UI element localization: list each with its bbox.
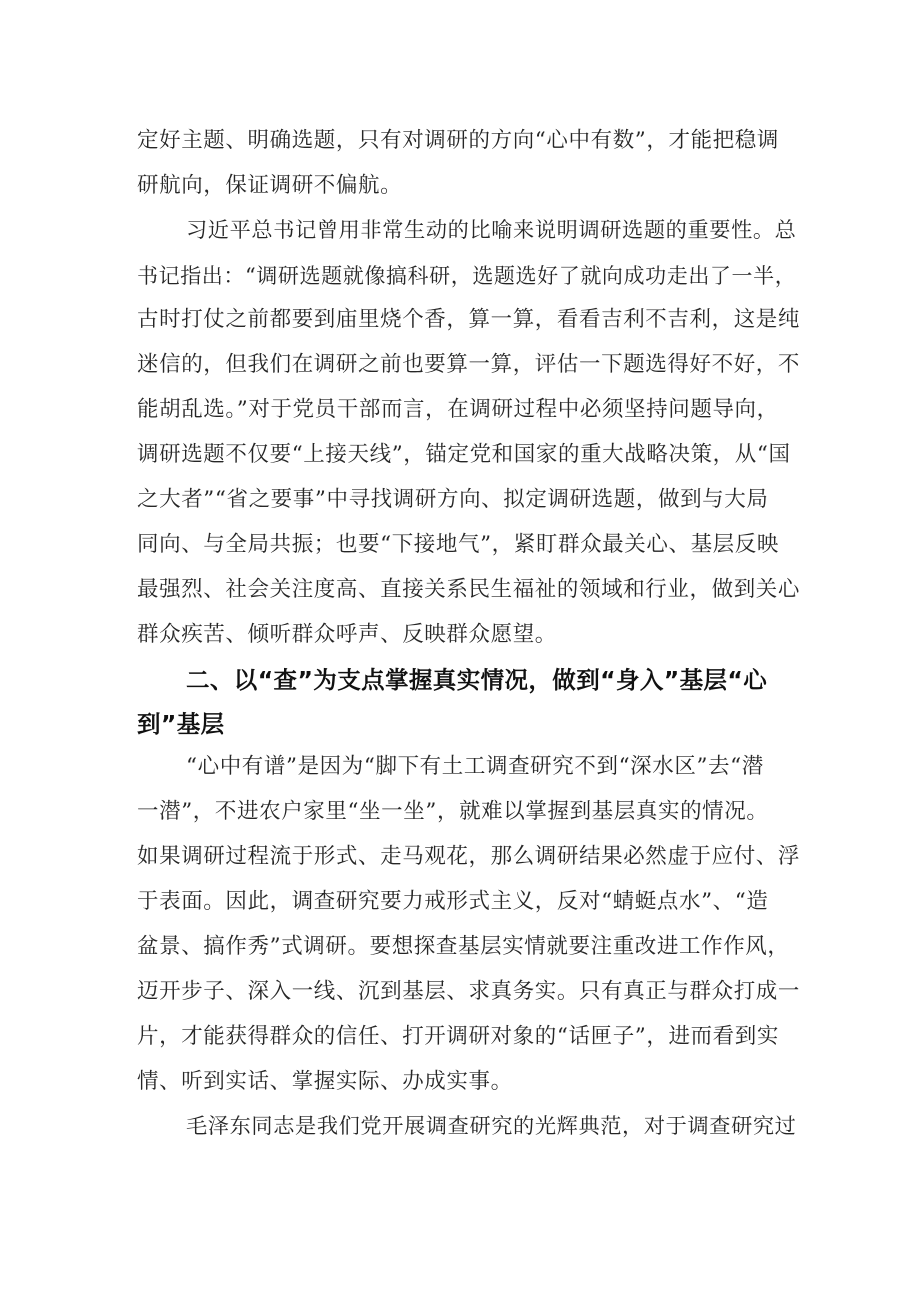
text-line: 研航向，保证调研不偏航。 [137, 173, 403, 198]
text-line: 如果调研过程流于形式、走马观花，那么调研结果必然虚于应付、浮 [137, 844, 801, 869]
text-line: 同向、与全局共振；也要“下接地气”，紧盯群众最关心、基层反映 [137, 532, 779, 557]
text-line: 定好主题、明确选题，只有对调研的方向“心中有数”，才能把稳调 [137, 128, 779, 153]
text-line: 能胡乱选。”对于党员干部而言，在调研过程中必须坚持问题导向， [137, 397, 779, 422]
text-line: 盆景、搞作秀”式调研。要想探查基层实情就要注重改进工作作风， [137, 934, 790, 959]
text-line: 古时打仗之前都要到庙里烧个香，算一算，看看吉利不吉利，这是纯 [137, 307, 801, 332]
section-heading: 二、以“查”为支点掌握真实情况，做到“身入”基层“心 [186, 666, 768, 694]
text-line: “心中有谱”是因为“脚下有土工调查研究不到“深水区”去“潜 [186, 754, 764, 779]
text-line: 迷信的，但我们在调研之前也要算一算，评估一下题选得好不好，不 [137, 352, 801, 377]
text-line: 群众疾苦、倾听群众呼声、反映群众愿望。 [137, 622, 557, 647]
text-line: 之大者”“省之要事”中寻找调研方向、拟定调研选题，做到与大局 [137, 487, 769, 512]
text-line: 最强烈、社会关注度高、直接关系民生福祉的领域和行业，做到关心 [137, 577, 801, 602]
text-line: 书记指出：“调研选题就像搞科研，选题选好了就向成功走出了一半， [137, 263, 797, 288]
text-line: 调研选题不仅要“上接天线”，锚定党和国家的重大战略决策，从“国 [137, 442, 791, 467]
text-line: 迈开步子、深入一线、沉到基层、求真务实。只有真正与群众打成一 [137, 979, 801, 1004]
text-line: 一潜”，不进农户家里“坐一坐”，就难以掌握到基层真实的情况。 [137, 799, 769, 824]
text-line: 于表面。因此，调查研究要力戒形式主义，反对“蜻蜓点水”、“造 [137, 889, 769, 914]
section-heading-continued: 到”基层 [137, 710, 225, 738]
text-line: 毛泽东同志是我们党开展调查研究的光辉典范，对于调查研究过 [186, 1114, 797, 1139]
text-line: 习近平总书记曾用非常生动的比喻来说明调研选题的重要性。总 [186, 218, 797, 243]
text-line: 情、听到实话、掌握实际、办成实事。 [137, 1069, 513, 1094]
text-line: 片，才能获得群众的信任、打开调研对象的“话匣子”，进而看到实 [137, 1024, 779, 1049]
